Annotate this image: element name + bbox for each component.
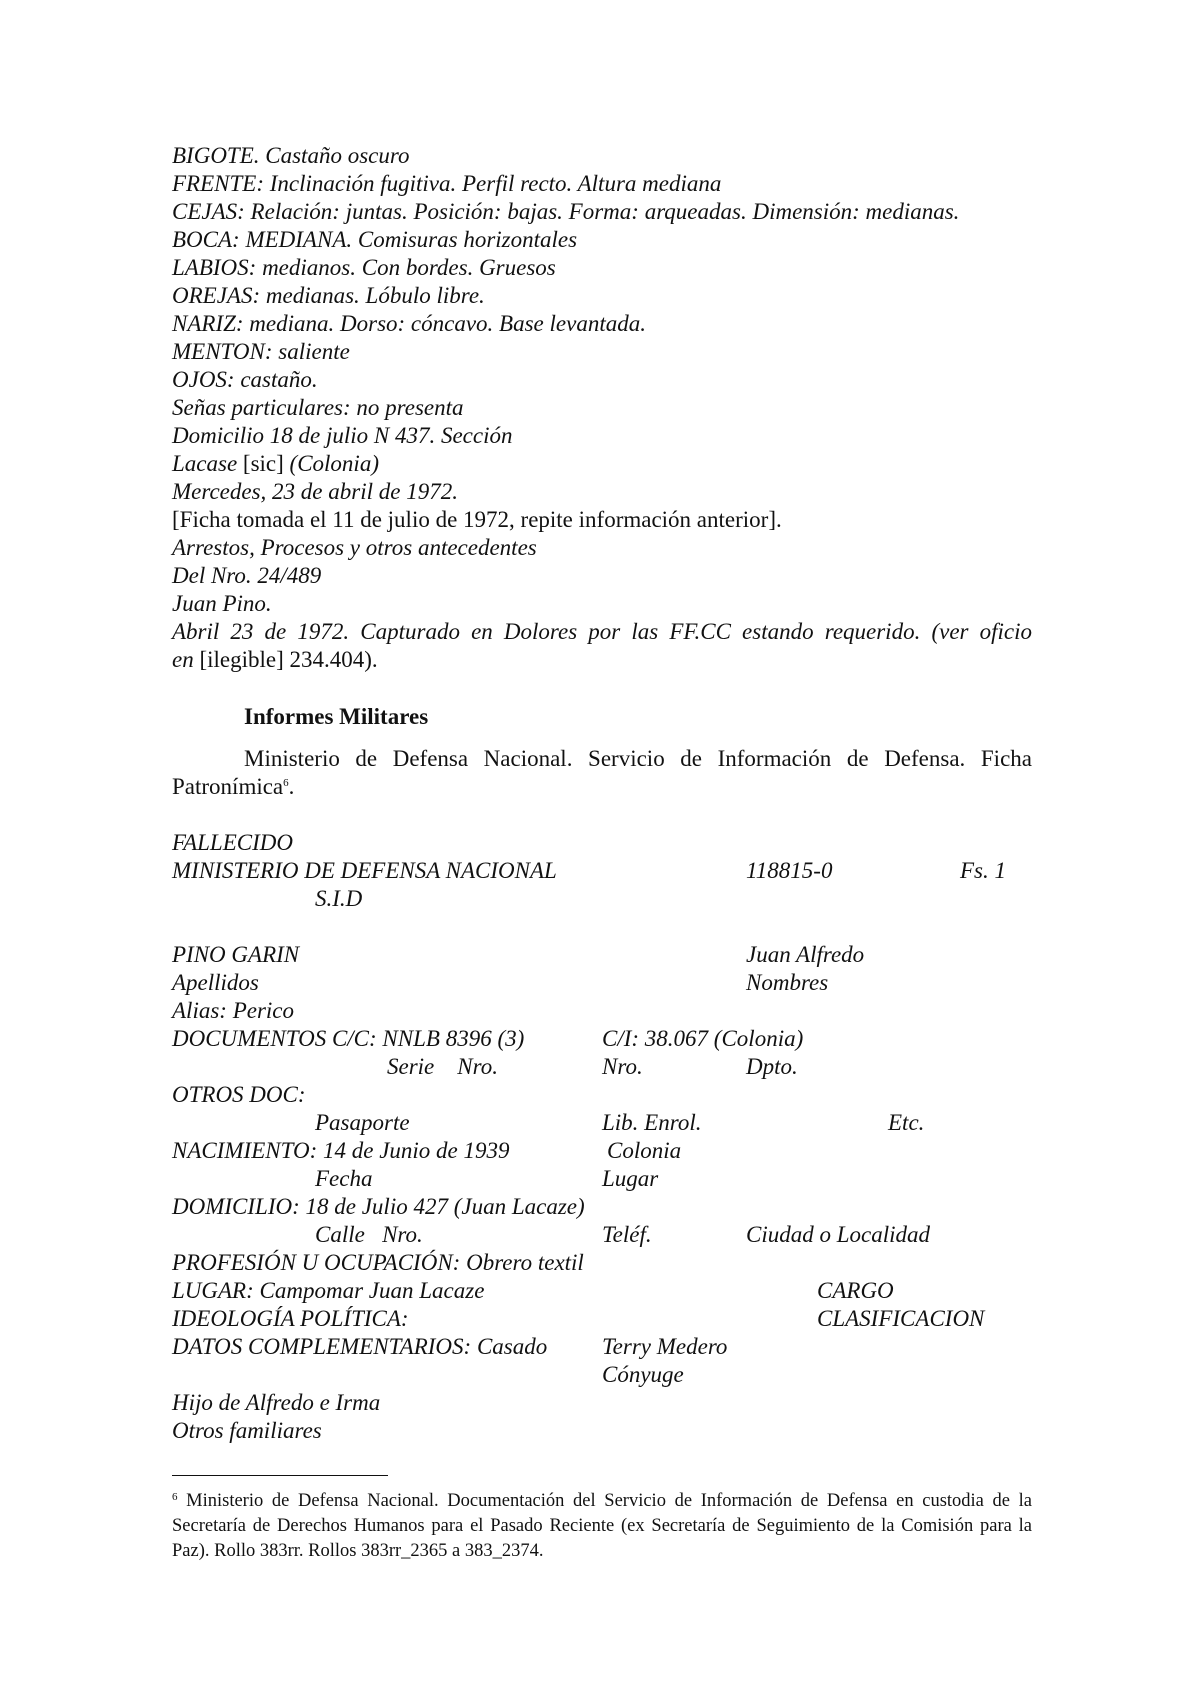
- datos-line: DATOS COMPLEMENTARIOS: Casado: [172, 1334, 548, 1359]
- sic-note: [sic]: [242, 451, 284, 476]
- description-line: FRENTE: Inclinación fugitiva. Perfil recto. Altura mediana: [172, 171, 722, 196]
- intro-period: .: [288, 774, 295, 799]
- file-number: 118815-0: [746, 858, 833, 883]
- nacimiento-line: NACIMIENTO: 14 de Junio de 1939: [172, 1138, 510, 1163]
- birth-place: Colonia: [607, 1138, 682, 1163]
- description-line: LABIOS: medianos. Con bordes. Gruesos: [172, 255, 556, 280]
- etc-label: Etc.: [888, 1110, 925, 1135]
- lugar-line: LUGAR: Campomar Juan Lacaze: [172, 1278, 485, 1303]
- profesion-line: PROFESIÓN U OCUPACIÓN: Obrero textil: [172, 1250, 584, 1275]
- lugar-label: Lugar: [602, 1166, 659, 1191]
- ciudad-label: Ciudad o Localidad: [746, 1222, 931, 1247]
- apellidos-value: PINO GARIN: [172, 942, 300, 967]
- clasificacion-label: CLASIFICACION: [817, 1306, 985, 1331]
- abril-line: Abril 23 de 1972. Capturado en Dolores por las FF.CC estando requerido. (ver oficio: [172, 619, 1032, 644]
- fecha-label: Fecha: [315, 1166, 373, 1191]
- ci-value: C/I: 38.067 (Colonia): [602, 1026, 804, 1051]
- colonia-text: (Colonia): [283, 451, 379, 476]
- hijo-line: Hijo de Alfredo e Irma: [172, 1390, 381, 1415]
- dpto-label: Dpto.: [746, 1054, 798, 1079]
- arrests-line: Juan Pino.: [172, 591, 272, 616]
- section-heading: Informes Militares: [244, 704, 429, 729]
- description-line: CEJAS: Relación: juntas. Posición: bajas. Forma: arqueadas. Dimensión: medianas.: [172, 199, 960, 224]
- pasaporte-label: Pasaporte: [315, 1110, 410, 1135]
- ficha-note: [Ficha tomada el 11 de julio de 1972, repite información anterior].: [172, 507, 782, 532]
- description-line: BIGOTE. Castaño oscuro: [172, 143, 410, 168]
- arrests-line: Arrestos, Procesos y otros antecedentes: [172, 535, 537, 560]
- lacase-line: [172, 450, 379, 478]
- description-line: OREJAS: medianas. Lóbulo libre.: [172, 283, 485, 308]
- fallecido-label: FALLECIDO: [172, 830, 293, 855]
- intro-line-end: [172, 773, 294, 801]
- description-line: Domicilio 18 de julio N 437. Sección: [172, 423, 513, 448]
- telef-label: Teléf.: [602, 1222, 652, 1247]
- arrests-line: Del Nro. 24/489: [172, 563, 322, 588]
- alias-line: Alias: Perico: [172, 998, 294, 1023]
- calle-nro-label: Calle Nro.: [315, 1222, 423, 1247]
- intro-text: Patronímica: [172, 774, 284, 799]
- abril-line-end: [172, 646, 378, 674]
- folio-number: Fs. 1: [960, 858, 1006, 883]
- sid-label: S.I.D: [315, 886, 363, 911]
- description-line: MENTON: saliente: [172, 339, 350, 364]
- footnote-ref[interactable]: 6: [283, 777, 289, 789]
- apellidos-label: Apellidos: [172, 970, 259, 995]
- description-line: Señas particulares: no presenta: [172, 395, 464, 420]
- documentos-line: DOCUMENTOS C/C: NNLB 8396 (3): [172, 1026, 525, 1051]
- conyuge-label: Cónyuge: [602, 1362, 684, 1387]
- lacase-text: Lacase: [172, 451, 243, 476]
- footnote-text: Ministerio de Defensa Nacional. Documentación del Servicio de Información de Defensa en custodia de la Secretaría de Derechos Humanos para el Pasado Reciente (ex Secretaría de Seguimiento de la Comisión para la Paz). Rollo 383rr. Rollos 383rr_2365 a 383_2374.: [172, 1491, 1032, 1561]
- conyuge-name: Terry Medero: [602, 1334, 728, 1359]
- ministry-label: MINISTERIO DE DEFENSA NACIONAL: [172, 858, 557, 883]
- nombres-value: Juan Alfredo: [746, 942, 865, 967]
- cargo-label: CARGO: [817, 1278, 894, 1303]
- footnote-rule: [172, 1475, 388, 1476]
- ideologia-line: IDEOLOGÍA POLÍTICA:: [172, 1306, 409, 1331]
- description-line: NARIZ: mediana. Dorso: cóncavo. Base levantada.: [172, 311, 646, 336]
- mercedes-line: Mercedes, 23 de abril de 1972.: [172, 479, 458, 504]
- description-line: OJOS: castaño.: [172, 367, 318, 392]
- description-line: BOCA: MEDIANA. Comisuras horizontales: [172, 227, 578, 252]
- domicilio-line: DOMICILIO: 18 de Julio 427 (Juan Lacaze): [172, 1194, 585, 1219]
- otros-familiares-line: Otros familiares: [172, 1418, 322, 1443]
- footnote: [172, 1489, 1032, 1564]
- otros-doc-label: OTROS DOC:: [172, 1082, 306, 1107]
- nro-label: Nro.: [602, 1054, 643, 1079]
- intro-line: Ministerio de Defensa Nacional. Servicio de Información de Defensa. Ficha: [244, 746, 1032, 771]
- footnote-number: 6: [172, 1491, 178, 1503]
- lib-enrol-label: Lib. Enrol.: [602, 1110, 702, 1135]
- abril-en: en: [172, 647, 200, 672]
- serie-nro-label: Serie Nro.: [387, 1054, 498, 1079]
- abril-ilegible: [ilegible] 234.404).: [199, 647, 378, 672]
- nombres-label: Nombres: [746, 970, 829, 995]
